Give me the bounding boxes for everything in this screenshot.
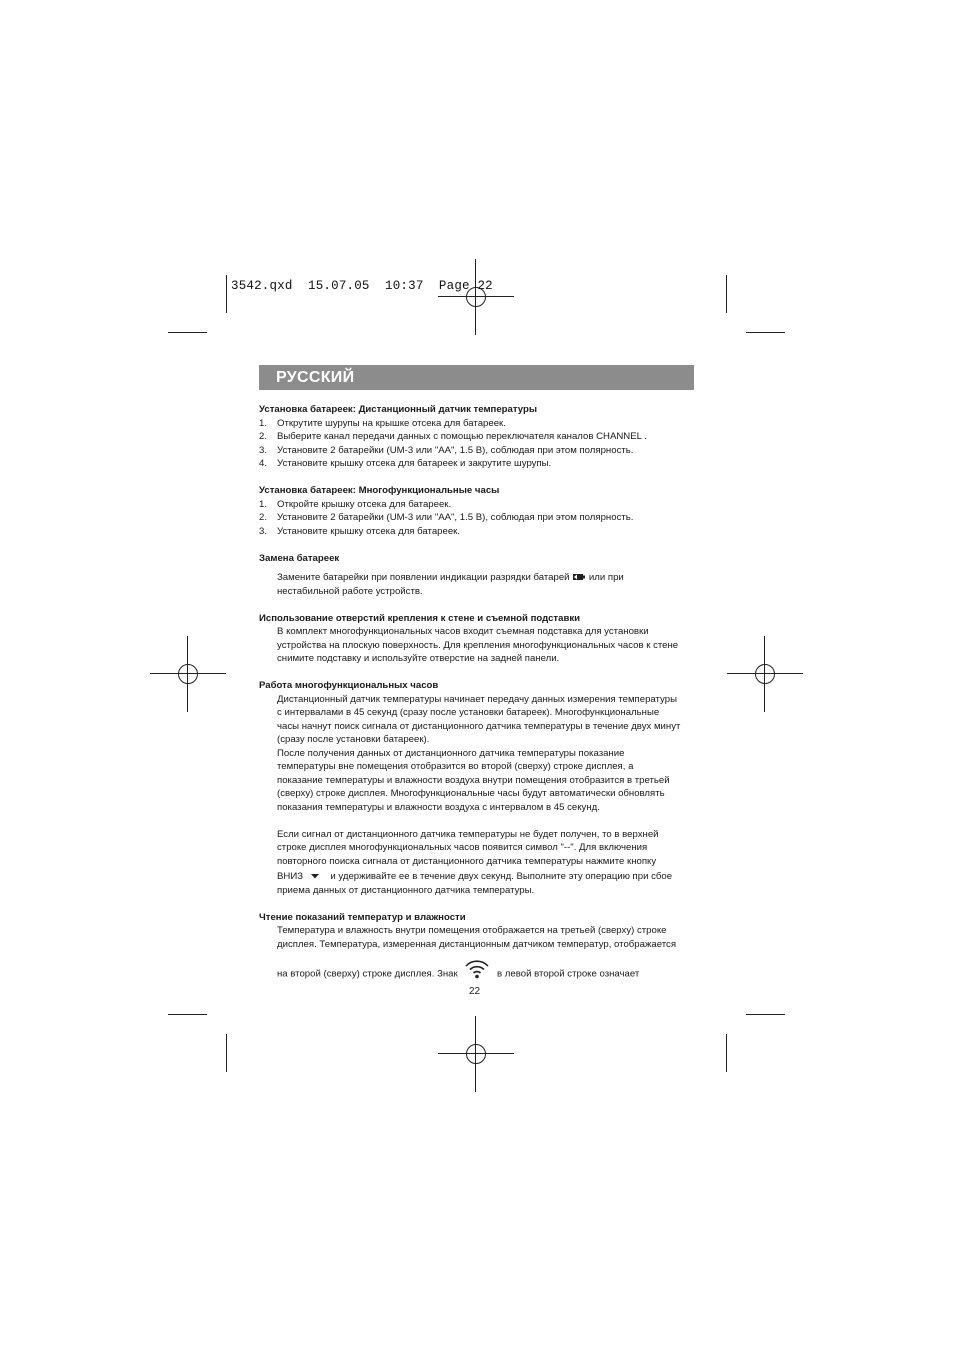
paragraph-line: показания температуры и влажности воздуха с интервалом в 45 секунд. bbox=[277, 801, 600, 813]
registration-mark-bottom bbox=[438, 1016, 514, 1092]
list-item: 4. Установите крышку отсека для батареек и закрутите шурупы. bbox=[259, 458, 552, 469]
paragraph-line: часы начнут поиск сигнала от дистанционного датчика температуры в течение двух минут bbox=[277, 720, 681, 732]
paragraph-line: показание температуры и влажности воздуха внутри помещения отобразится в третьей bbox=[277, 774, 670, 786]
section-heading: Замена батареек bbox=[259, 552, 340, 564]
paragraph-line: ВНИЗ и удерживайте ее в течение двух секунд. Выполните эту операцию при сбое bbox=[277, 871, 673, 882]
page-content bbox=[259, 403, 699, 981]
registration-mark-right bbox=[727, 636, 803, 712]
list-item: 1. Откройте крышку отсека для батареек. bbox=[259, 498, 452, 510]
paragraph-line: После получения данных от дистанционного датчика температуры показание bbox=[277, 747, 625, 759]
paragraph-line: Замените батарейки при появлении индикации разрядки батарей или при bbox=[277, 572, 624, 583]
paragraph-line: (сверху) строке дисплея. Многофункциональные часы будут автоматически обновлять bbox=[277, 788, 665, 799]
battery-low-icon bbox=[572, 573, 586, 581]
paragraph-line: повторного поиска сигнала от дистанционного датчика температуры нажмите кнопку bbox=[277, 855, 657, 867]
crop-mark bbox=[226, 275, 227, 313]
list-item: 2. Выберите канал передачи данных с помощью переключателя каналов CHANNEL . bbox=[259, 431, 647, 442]
down-arrow-icon bbox=[306, 872, 328, 880]
paragraph-line: снимите подставку и используйте отверстие на задней панели. bbox=[277, 653, 560, 664]
crop-mark bbox=[746, 1014, 785, 1015]
registration-mark-top bbox=[438, 259, 514, 335]
list-item: 3. Установите крышку отсека для батареек. bbox=[259, 525, 461, 537]
paragraph-line: на второй (сверху) строке дисплея. Знак в левой второй строке означает bbox=[259, 957, 699, 981]
section-heading: Чтение показаний температур и влажности bbox=[259, 911, 466, 923]
file-slug: 3542.qxd 15.07.05 10:37 Page 22 bbox=[231, 279, 493, 293]
crop-mark bbox=[168, 1014, 207, 1015]
section-heading: Установка батареек: Многофункциональные часы bbox=[259, 485, 500, 496]
section-heading: Установка батареек: Дистанционный датчик температуры bbox=[259, 404, 538, 415]
crop-mark bbox=[168, 332, 207, 333]
registration-mark-left bbox=[150, 636, 226, 712]
list-item: 1. Открутите шурупы на крышке отсека для батареек. bbox=[259, 417, 506, 429]
paragraph-line: приема данных от дистанционного датчика температуры. bbox=[277, 884, 535, 896]
paragraph-line: дисплея. Температура, измеренная дистанционным датчиком температур, отображается bbox=[277, 938, 677, 950]
paragraph-line: Температура и влажность внутри помещения отображается на третьей (сверху) строке bbox=[277, 925, 667, 936]
paragraph-line: температуры вне помещения отобразится во второй (сверху) строке дисплея, а bbox=[277, 761, 634, 772]
section-heading: Работа многофункциональных часов bbox=[259, 680, 439, 691]
paragraph-line: устройства на плоскую поверхность. Для крепления многофункциональных часов к стене bbox=[277, 639, 679, 651]
paragraph-line: (сразу после установки батареек). bbox=[277, 734, 430, 745]
paragraph-line: В комплект многофункциональных часов входит съемная подставка для установки bbox=[277, 626, 649, 637]
crop-mark bbox=[726, 1034, 727, 1072]
paragraph-line: Если сигнал от дистанционного датчика температуры не будет получен, то в верхней bbox=[277, 828, 659, 840]
list-item: 3. Установите 2 батарейки (UM-3 или "AA", 1.5 В), соблюдая при этом полярность. bbox=[259, 444, 634, 456]
paragraph-line: с интервалами в 45 секунд (сразу после установки батареек). Многофункциональные bbox=[277, 707, 660, 718]
section-heading: Использование отверстий крепления к стене и съемной подставки bbox=[259, 612, 581, 624]
paragraph-line: нестабильной работе устройств. bbox=[277, 585, 423, 597]
signal-icon bbox=[462, 957, 492, 981]
crop-mark bbox=[226, 1034, 227, 1072]
list-item: 2. Установите 2 батарейки (UM-3 или "AA", 1.5 В), соблюдая при этом полярность. bbox=[259, 512, 634, 523]
language-banner: РУССКИЙ bbox=[259, 365, 694, 390]
crop-mark bbox=[746, 332, 785, 333]
paragraph-line: Дистанционный датчик температуры начинает передачу данных измерения температуры bbox=[277, 693, 677, 705]
page-number: 22 bbox=[469, 986, 481, 997]
crop-mark bbox=[726, 275, 727, 313]
paragraph-line: строке дисплея многофункциональных часов появится символ "--". Для включения bbox=[277, 842, 648, 853]
